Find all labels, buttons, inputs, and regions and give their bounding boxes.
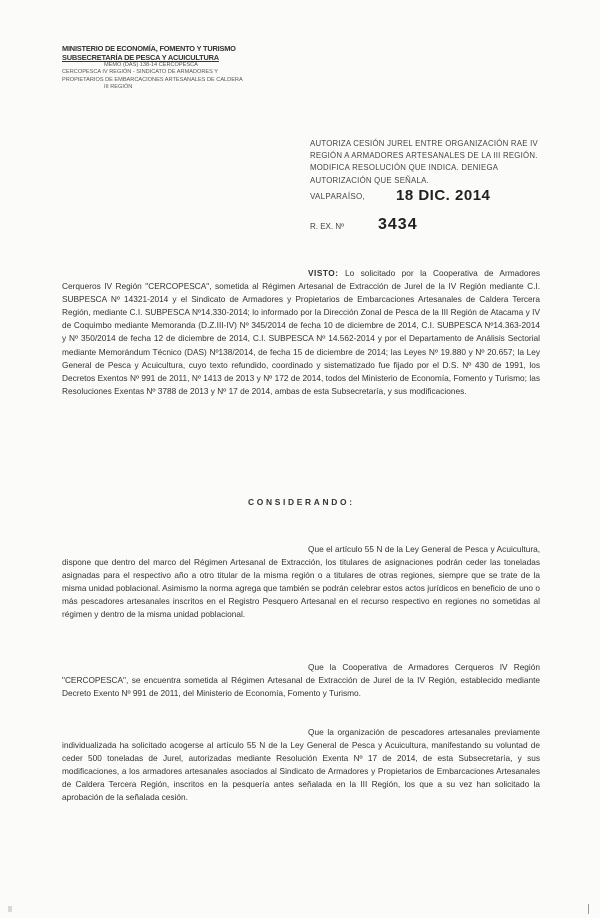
resolution-subject: AUTORIZA CESIÓN JUREL ENTRE ORGANIZACIÓN RAE IV REGIÓN A ARMADORES ARTESANALES DE LA III REGIÓN. MODIFICA RESOLUCIÓN QUE INDICA. DENIEGA AUTORIZACIÓN QUE SEÑALA. (310, 139, 538, 185)
resolution-number-line (310, 216, 550, 233)
considerando-paragraph-2: Que la Cooperativa de Armadores Cerqueros IV Región "CERCOPESCA", se encuentra sometida al Régimen Artesanal de Extracción de Jurel de la IV Región, establecido mediante Decreto Exento Nº 991 de 2011, del Ministerio de Economía, Fomento y Turismo. (62, 662, 540, 699)
visto-paragraph (62, 267, 540, 398)
considerando-paragraph-3: Que la organización de pescadores artesanales previamente individualizada ha solicitado acogerse al artículo 55 N de la Ley General de Pesca y Acuicultura, manifestando su voluntad de ceder 500 toneladas de Jurel, autorizadas mediante Resolución Exenta Nº 17 de 2014, de esta Subsecretaría, y sus modificaciones, a los armadores artesanales asociados al Sindicato de Armadores y Propietarios de Embarcaciones Artesanales de Caldera Tercera Región, inscritos en la pesquería antes señalada en la III Región, los que a su vez han solicitado la aprobación de la señalada cesión. (62, 727, 540, 803)
recipients-line-1: CERCOPESCA IV REGIÓN - SINDICATO DE ARMADORES Y (62, 69, 219, 76)
scan-corner-mark (8, 906, 12, 912)
subsecretaria-name: SUBSECRETARÍA DE PESCA Y ACUICULTURA (62, 53, 219, 63)
rex-number-stamp: 3434 (378, 216, 418, 233)
place-label: VALPARAÍSO, (310, 192, 366, 201)
date-line (310, 187, 550, 204)
visto-text: Lo solicitado por la Cooperativa de Armadores Cerqueros IV Región "CERCOPESCA", sometida al Régimen Artesanal de Extracción de Jurel de la IV Región mediante C.I. SUBPESCA Nº 14321-2014 y el Sindicato de Armadores y Propietarios de Embarcaciones Artesanales de Caldera Tercera Región, mediante C.I. SUBPESCA Nº14.330-2014; lo informado por la Dirección Zonal de Pesca de la III Región de Atacama y IV de Coquimbo mediante Memoranda (D.Z.III-IV) Nº 345/2014 de fecha 10 de diciembre de 2014, C.I. SUBPESCA Nº14.363-2014 y Nº 350/2014 de fecha 12 de diciembre de 2014, C.I. SUBPESCA Nº 14.562-2014 y por el Departamento de Análisis Sectorial mediante Memorándum Técnico (DAS) Nº138/2014, de fecha 15 de diciembre de 2014; las Leyes Nº 19.880 y Nº 20.657; la Ley General de Pesca y Acuicultura, cuyo texto refundido, coordinado y sistematizado fue fijado por el D.S. Nº 430 de 1991, los Decretos Exentos Nº 991 de 2011, Nº 1413 de 2013 y Nº 172 de 2014, todos del Ministerio de Economía, Fomento y Turismo; las Resoluciones Exentas Nº 3788 de 2013 y Nº 17 de 2014, ambas de esta Subsecretaría, y sus modificaciones. (62, 268, 540, 396)
memo-reference: MEMO (DAS) 138-14 CERCOPESCA (104, 62, 198, 69)
recipients-line-3: III REGIÓN (104, 83, 133, 90)
considerando-paragraph-1: Que el artículo 55 N de la Ley General de Pesca y Acuicultura, dispone que dentro del marco del Régimen Artesanal de Extracción, los titulares de asignaciones podrán ceder las toneladas asignadas para el respectivo año a otro titular de la misma región o a titulares de otras regiones, siempre que se trate de la misma unidad poblacional. Asimismo la norma agrega que también se podrán celebrar estos actos jurídicos en beneficio de uno o más pescadores artesanales inscritos en el Registro Pesquero Artesanal en el recurso respectivo en regiones no sometidas al régimen y dentro de la misma unidad poblacional. (62, 544, 540, 620)
scan-edge-mark (588, 904, 597, 914)
visto-lead: VISTO: (308, 268, 339, 278)
recipients-line-2: PROPIETARIOS DE EMBARCACIONES ARTESANALES DE CALDERA (62, 76, 243, 83)
letterhead (62, 44, 272, 91)
rex-label: R. EX. Nº (310, 222, 345, 231)
date-stamp: 18 DIC. 2014 (396, 187, 491, 204)
ministry-name: MINISTERIO DE ECONOMÍA, FOMENTO Y TURISMO (62, 44, 236, 53)
considerando-heading: CONSIDERANDO: (248, 497, 355, 507)
